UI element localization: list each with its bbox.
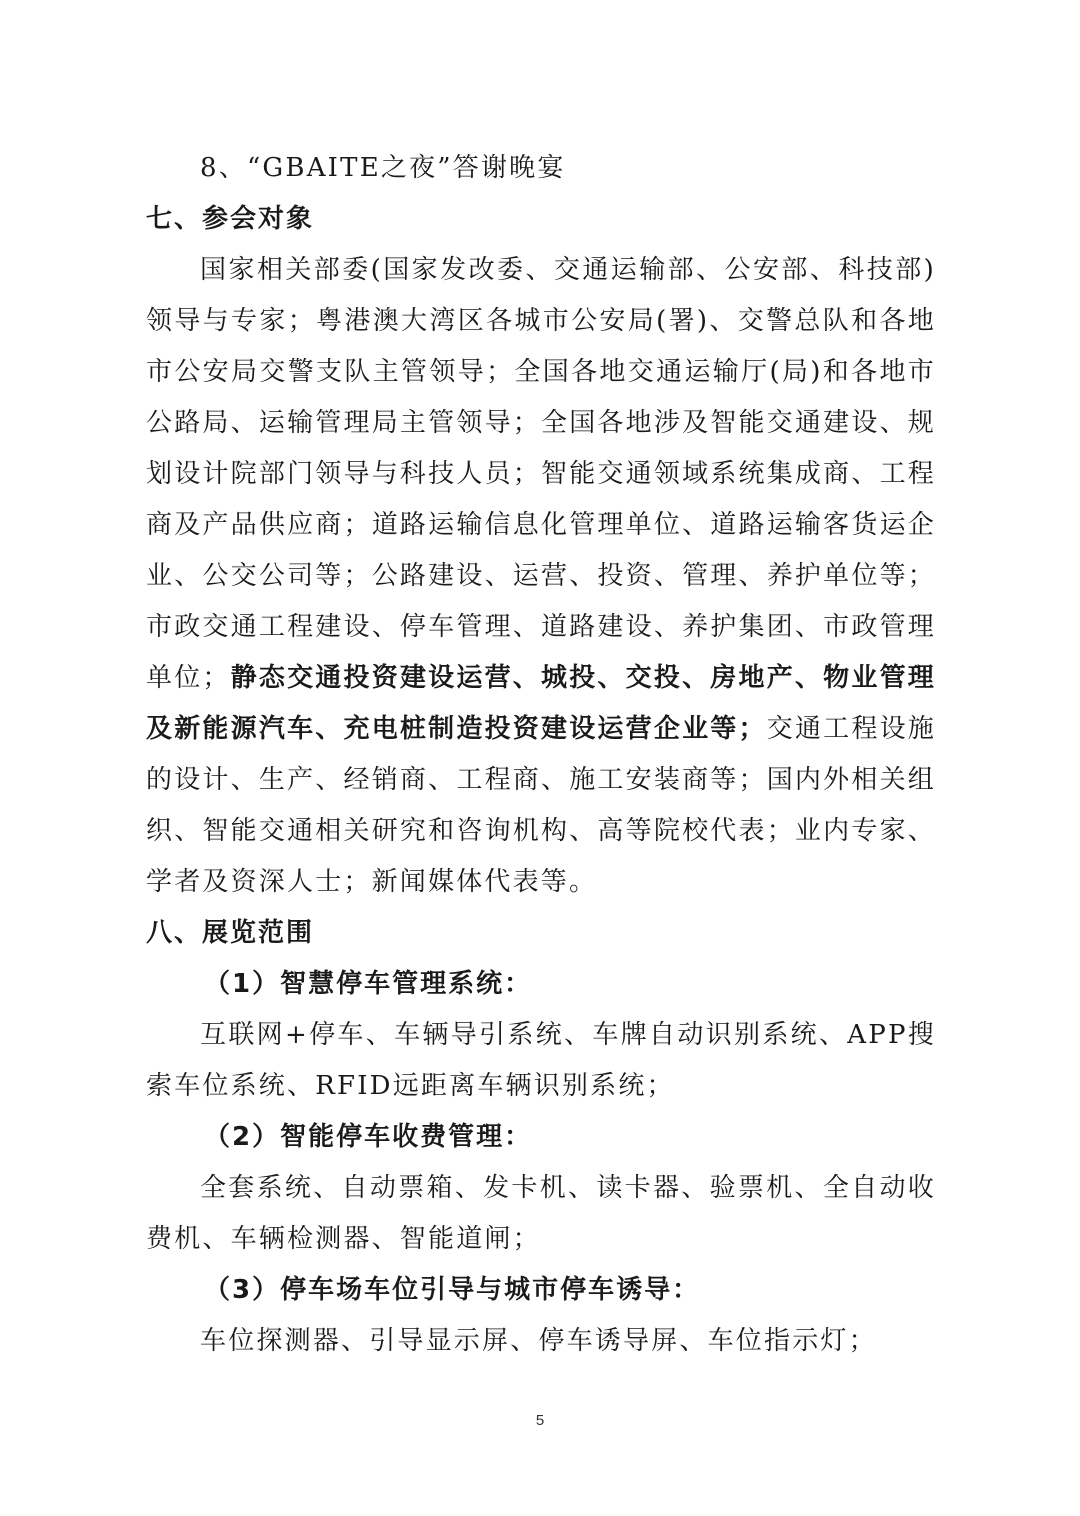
exhibit-item-2-title: （2）智能停车收费管理： xyxy=(204,1122,533,1152)
section-8-heading: 八、展览范围 xyxy=(146,918,315,948)
section-7-body-text-end: 交通工程设施的设计、生产、经销商、工程商、施工安装商等；国内外相关组织、智能交通相关研究和咨询机构、高等院校代表；业内专家、学者及资深人士；新闻媒体代表等。 xyxy=(146,714,937,897)
section-7-body xyxy=(146,245,936,908)
exhibit-item-1-body: 互联网+停车、车辆导引系统、车牌自动识别系统、APP搜索车位系统、RFID远距离车辆识别系统； xyxy=(146,1020,936,1101)
exhibit-item-3-title: （3）停车场车位引导与城市停车诱导： xyxy=(204,1275,701,1305)
section-7-body-bold-text: 静态交通投资建设运营、城投、交投、房地产、物业管理及新能源汽车、充电桩制造投资建设运营企业等； xyxy=(146,663,936,744)
exhibit-item-1-title: （1）智慧停车管理系统： xyxy=(204,969,533,999)
page-number: 5 xyxy=(535,1412,545,1429)
agenda-item-8: 8、“GBAITE之夜”答谢晚宴 xyxy=(200,153,566,183)
section-7-body-text: 国家相关部委(国家发改委、交通运输部、公安部、科技部)领导与专家；粤港澳大湾区各城市公安局(署)、交警总队和各地市公安局交警支队主管领导；全国各地交通运输厅(局)和各地市公路局、运输管理局主管领导；全国各地涉及智能交通建设、规划设计院部门领导与科技人员；智能交通领域系统集成商、工程商及产品供应商；道路运输信息化管理单位、道路运输客货运企业、公交公司等；公路建设、运营、投资、管理、养护单位等；市政交通工程建设、停车管理、道路建设、养护集团、市政管理单位； xyxy=(146,255,936,693)
exhibit-item-2-body: 全套系统、自动票箱、发卡机、读卡器、验票机、全自动收费机、车辆检测器、智能道闸； xyxy=(146,1173,936,1254)
exhibit-item-3-body: 车位探测器、引导显示屏、停车诱导屏、车位指示灯； xyxy=(200,1326,877,1356)
section-7-heading: 七、参会对象 xyxy=(146,204,315,234)
page-content xyxy=(146,143,936,1367)
